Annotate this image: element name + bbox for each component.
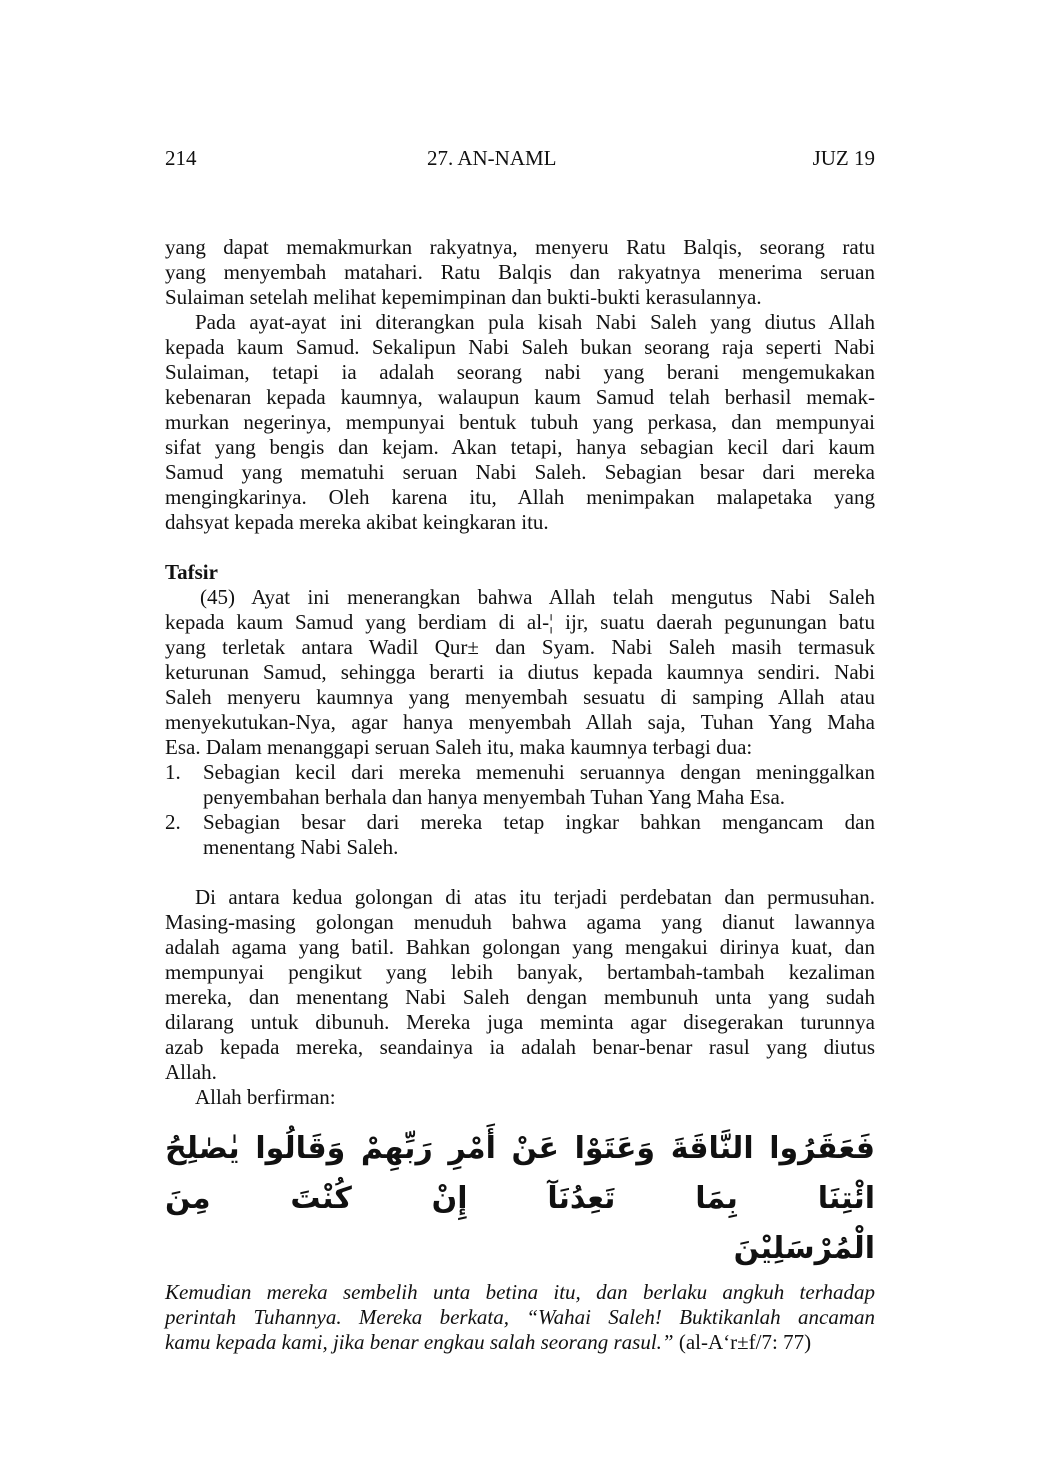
text-line: penyembahan berhala dan hanya menyembah Tuhan Yang Maha Esa. (203, 785, 786, 809)
text-line: Sulaiman setelah melihat kepemimpinan dan bukti-bukti kerasulannya. (165, 285, 762, 309)
text-line: dahsyat kepada mereka akibat keingkaran itu. (165, 510, 549, 534)
text-line: menentang Nabi Saleh. (203, 835, 399, 859)
arabic-line: الْمُرْسَلِيْنَ (733, 1231, 875, 1266)
text-line: yang terletak antara Wadil Qur± dan Syam. Nabi Saleh masih termasuk (165, 635, 875, 659)
translation-line: Kemudian mereka sembelih unta betina itu, dan berlaku angkuh terhadap (165, 1280, 875, 1304)
text-line: Allah. (165, 1060, 217, 1084)
text-line: yang menyembah matahari. Ratu Balqis dan rakyatnya menerima seruan (165, 260, 875, 284)
tafsir-paragraph-1 (165, 585, 875, 760)
tafsir-paragraph-2 (165, 885, 875, 1085)
text-line: adalah agama yang batil. Bahkan golongan yang mengakui dirinya kuat, dan (165, 935, 875, 959)
text-line: yang dapat memakmurkan rakyatnya, menyeru Ratu Balqis, seorang ratu (165, 235, 875, 259)
text-line: Masing-masing golongan menuduh bahwa agama yang dianut lawannya (165, 910, 875, 934)
arabic-verse (165, 1124, 875, 1274)
text-line: mengingkarinya. Oleh karena itu, Allah menimpakan malapetaka yang (165, 485, 875, 509)
page-number: 214 (165, 146, 197, 170)
list-number: 2. (165, 810, 181, 834)
running-header (165, 146, 875, 172)
text-line: Esa. Dalam menanggapi seruan Saleh itu, maka kaumnya terbagi dua: (165, 735, 753, 759)
arabic-line: فَعَقَرُوا النَّاقَةَ وَعَتَوْا عَنْ أَمْرِ رَبِّهِمْ وَقَالُوا يٰصٰلِحُ ائْتِنَا بِمَا تَعِدُنَآ إِنْ كُنْتَ مِنَ (165, 1131, 875, 1216)
text-line: dilarang untuk dibunuh. Mereka juga meminta agar disegerakan turunnya (165, 1010, 875, 1034)
translation-line (165, 1330, 875, 1355)
verse-translation (165, 1280, 875, 1355)
list-item (165, 810, 875, 860)
text-line: kepada kaum Samud yang berdiam di al-¦ ijr, suatu daerah pegunungan batu (165, 610, 875, 634)
text-line: Sebagian kecil dari mereka memenuhi seruannya dengan meninggalkan (203, 760, 875, 784)
intro-paragraph-2 (165, 310, 875, 535)
text-line: Di antara kedua golongan di atas itu terjadi perdebatan dan permusuhan. (195, 885, 875, 909)
intro-paragraph-1 (165, 235, 875, 310)
text-line: mereka, dan menentang Nabi Saleh dengan membunuh unta yang sudah (165, 985, 875, 1009)
text-line: kebenaran kepada kaumnya, walaupun kaum Samud telah berhasil memak- (165, 385, 875, 409)
text-line: menyekutukan-Nya, agar hanya menyembah Allah saja, Tuhan Yang Maha (165, 710, 875, 734)
list-item (165, 760, 875, 810)
text-line: kepada kaum Samud. Sekalipun Nabi Saleh bukan seorang raja seperti Nabi (165, 335, 875, 359)
page-body (165, 235, 875, 1355)
text-line: Saleh menyeru kaumnya yang menyembah sesuatu di samping Allah atau (165, 685, 875, 709)
text-line: azab kepada mereka, seandainya ia adalah benar-benar rasul yang diutus (165, 1035, 875, 1059)
section-heading-tafsir: Tafsir (165, 560, 218, 584)
text-line: Sebagian besar dari mereka tetap ingkar bahkan mengancam dan (203, 810, 875, 834)
text-line: keturunan Samud, sehingga berarti ia diutus kepada kaumnya sendiri. Nabi (165, 660, 875, 684)
text-line: Sulaiman, tetapi ia adalah seorang nabi yang berani mengemukakan (165, 360, 875, 384)
text-line: Samud yang mematuhi seruan Nabi Saleh. Sebagian besar dari mereka (165, 460, 875, 484)
text-line: mempunyai pengikut yang lebih banyak, bertambah-tambah kezaliman (165, 960, 875, 984)
translation-text: kamu kepada kami, jika benar engkau salah seorang rasul.” (165, 1330, 674, 1354)
text-line: (45) Ayat ini menerangkan bahwa Allah telah mengutus Nabi Saleh (200, 585, 875, 609)
juz-label: JUZ 19 (812, 146, 875, 170)
surah-title: 27. AN-NAML (427, 146, 557, 170)
translation-line: perintah Tuhannya. Mereka berkata, “Wahai Saleh! Buktikanlah ancaman (165, 1305, 875, 1329)
text-line: murkan negerinya, mempunyai bentuk tubuh yang perkasa, dan mempunyai (165, 410, 875, 434)
text-line: Pada ayat-ayat ini diterangkan pula kisah Nabi Saleh yang diutus Allah (195, 310, 875, 334)
text-line: sifat yang bengis dan kejam. Akan tetapi, hanya sebagian kecil dari kaum (165, 435, 875, 459)
verse-citation: (al-A‘r±f/7: 77) (678, 1330, 812, 1354)
text-line: Allah berfirman: (195, 1085, 336, 1109)
list-number: 1. (165, 760, 181, 784)
